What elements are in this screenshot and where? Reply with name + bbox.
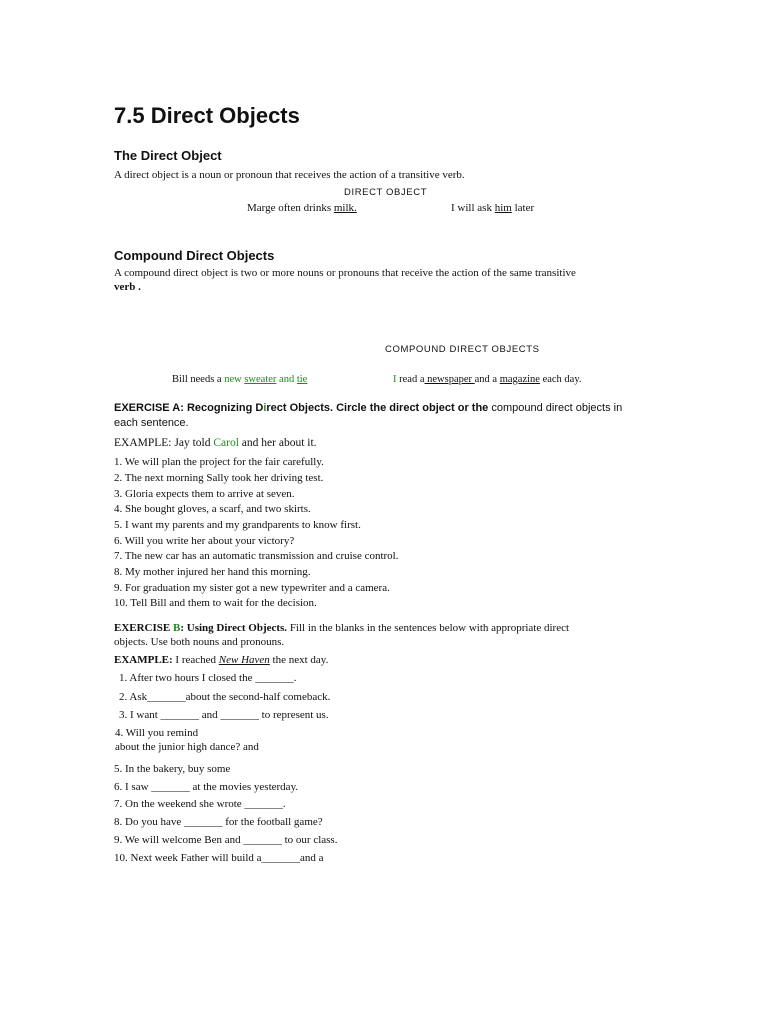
example-text: each day.	[539, 374, 582, 385]
example-object: milk.	[333, 202, 357, 214]
exercise-b-instruction: Fill in the blanks in the sentences below with appropriate direct	[287, 622, 570, 634]
example-text: and her about it.	[238, 437, 317, 449]
exercise-a-item: 7. The new car has an automatic transmission and cruise control.	[114, 550, 399, 562]
exercise-a-title: i	[263, 402, 267, 414]
exercise-b-item: 4. Will you remind	[115, 727, 199, 739]
exercise-a-heading-line-2: each sentence.	[114, 417, 189, 429]
exercise-a-title: rect Objects. Circle the direct object or the	[266, 402, 489, 414]
exercise-a-item: 6. Will you write her about your victory?	[114, 535, 295, 547]
compound-example-1	[172, 374, 307, 385]
example-text: and	[276, 374, 297, 385]
example-text: I	[393, 374, 397, 385]
exercise-a-instruction: compound direct objects in	[488, 402, 623, 414]
example-text: the next day.	[269, 654, 329, 666]
exercise-a-item: 9. For graduation my sister got a new typewriter and a camera.	[114, 582, 390, 594]
exercise-a-title: EXERCISE A: Recognizing D	[114, 402, 264, 414]
example-object: tie	[296, 374, 308, 385]
compound-heading: Compound Direct Objects	[114, 248, 275, 263]
exercise-a-item: 4. She bought gloves, a scarf, and two skirts.	[114, 503, 311, 515]
direct-object-heading: The Direct Object	[114, 148, 222, 163]
example-object: sweater	[244, 374, 277, 385]
exercise-b-title: EXERCISE	[114, 622, 173, 634]
exercise-a-item: 5. I want my parents and my grandparents to know first.	[114, 519, 361, 531]
example-text: EXAMPLE: Jay told	[114, 437, 214, 449]
exercise-a-item: 8. My mother injured her hand this morning.	[114, 566, 311, 578]
exercise-b-item-continuation: about the junior high dance? and	[115, 741, 259, 753]
direct-object-example-1	[247, 202, 357, 214]
example-text: I reached	[172, 654, 219, 666]
example-text: new	[224, 374, 245, 385]
exercise-b-heading-line-2: objects. Use both nouns and pronouns.	[114, 636, 285, 648]
direct-object-definition: A direct object is a noun or pronoun that receives the action of a transitive verb.	[114, 169, 465, 181]
exercise-a-item: 2. The next morning Sally took her driving test.	[114, 472, 324, 484]
exercise-b-item: 9. We will welcome Ben and _______ to our class.	[114, 834, 338, 846]
compound-label: COMPOUND DIRECT OBJECTS	[385, 344, 540, 355]
example-text: and a	[474, 374, 500, 385]
example-object: Carol	[213, 437, 239, 449]
exercise-b-item: 10. Next week Father will build a_______and a	[114, 852, 324, 864]
exercise-a-heading	[114, 402, 622, 414]
example-object: newspaper	[424, 374, 475, 385]
exercise-b-title: : Using Direct Objects.	[180, 622, 288, 634]
exercise-a-item: 10. Tell Bill and them to wait for the decision.	[114, 597, 317, 609]
exercise-a-item: 1. We will plan the project for the fair carefully.	[114, 456, 324, 468]
exercise-b-item: 3. I want _______ and _______ to represent us.	[119, 709, 329, 721]
example-text: read a	[396, 374, 425, 385]
exercise-a-item: 3. Gloria expects them to arrive at seven.	[114, 488, 295, 500]
direct-object-example-2	[451, 202, 534, 214]
exercise-b-example	[114, 654, 328, 666]
exercise-b-item: 2. Ask_______about the second-half comeback.	[119, 691, 331, 703]
compound-definition-line-2: verb .	[114, 281, 141, 293]
example-object: New Haven	[218, 654, 270, 666]
exercise-a-example	[114, 437, 317, 449]
page-title: 7.5 Direct Objects	[114, 103, 300, 128]
direct-object-label: DIRECT OBJECT	[344, 187, 428, 198]
exercise-b-item: 5. In the bakery, buy some	[114, 763, 231, 775]
example-text: Marge often drinks	[247, 202, 334, 214]
exercise-b-heading	[114, 622, 569, 634]
example-text: Bill needs a	[172, 374, 225, 385]
example-text: I will ask	[451, 202, 495, 214]
exercise-b-item: 6. I saw _______ at the movies yesterday.	[114, 781, 299, 793]
exercise-b-item: 8. Do you have _______ for the football game?	[114, 816, 323, 828]
example-text: later	[511, 202, 535, 214]
example-object: magazine	[499, 374, 540, 385]
exercise-b-title: B	[173, 622, 181, 634]
compound-definition-line-1: A compound direct object is two or more nouns or pronouns that receive the action of the same transitive	[114, 267, 576, 279]
exercise-b-item: 1. After two hours I closed the _______.	[119, 672, 297, 684]
example-object: him	[494, 202, 512, 214]
exercise-b-item: 7. On the weekend she wrote _______.	[114, 798, 286, 810]
example-label: EXAMPLE:	[114, 654, 173, 666]
compound-example-2	[393, 374, 582, 385]
